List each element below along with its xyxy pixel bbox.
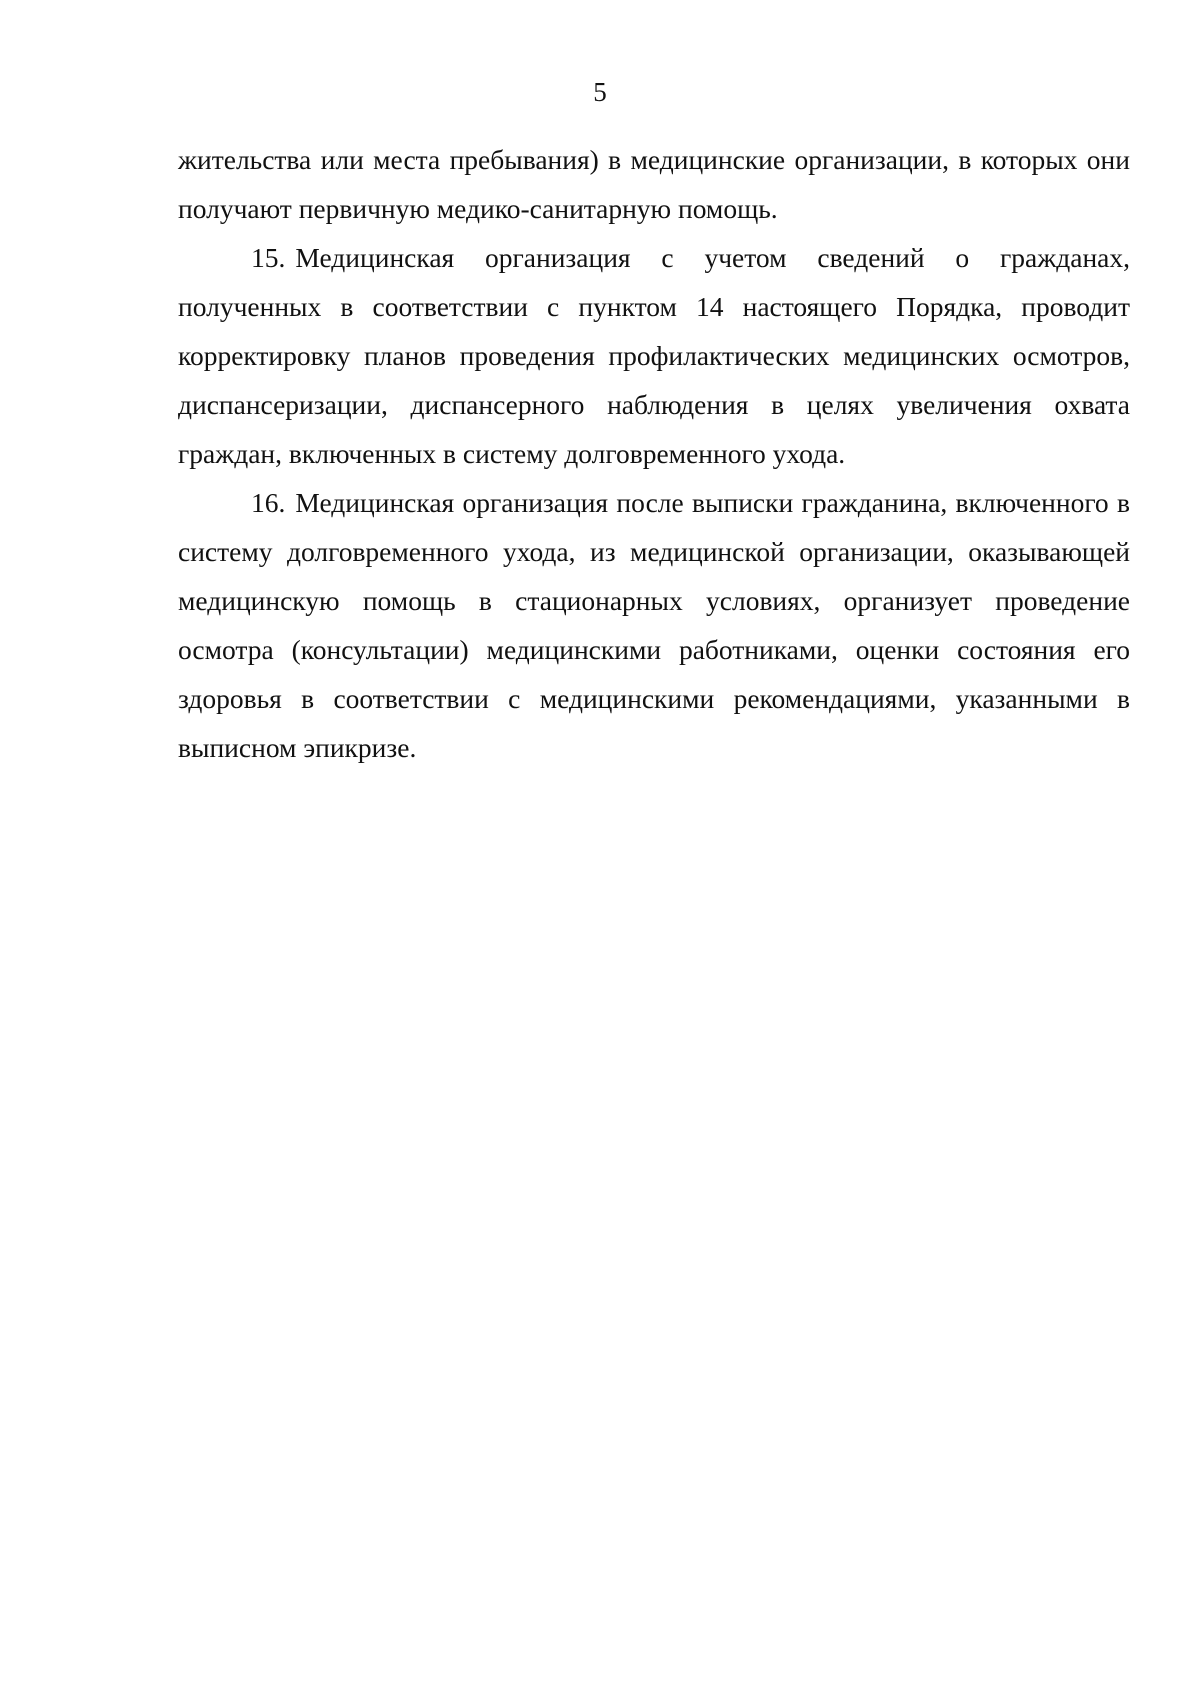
paragraph-16 <box>178 478 1130 772</box>
paragraph-text: Медицинская организация после выписки гражданина, включенного в систему долговременного ухода, из медицинской организации, оказывающей медицинскую помощь в стационарных условиях, организует проведение осмотра (консультации) медицинскими работниками, оценки состояния его здоровья в соответствии с медицинскими рекомендациями, указанными в выписном эпикризе. <box>178 487 1130 763</box>
paragraph-text: жительства или места пребывания) в медицинские организации, в которых они получают первичную медико-санитарную помощь. <box>178 144 1130 224</box>
paragraph-15 <box>178 233 1130 478</box>
paragraph-number: 16. <box>251 487 286 518</box>
paragraph-continuation <box>178 135 1130 233</box>
page-number: 5 <box>593 77 607 107</box>
document-body <box>178 135 1130 772</box>
paragraph-number: 15. <box>251 242 286 273</box>
paragraph-text: Медицинская организация с учетом сведений о гражданах, полученных в соответствии с пунктом 14 настоящего Порядка, проводит корректировку планов проведения профилактических медицинских осмотров, диспансеризации, диспансерного наблюдения в целях увеличения охвата граждан, включенных в систему долговременного ухода. <box>178 242 1130 469</box>
